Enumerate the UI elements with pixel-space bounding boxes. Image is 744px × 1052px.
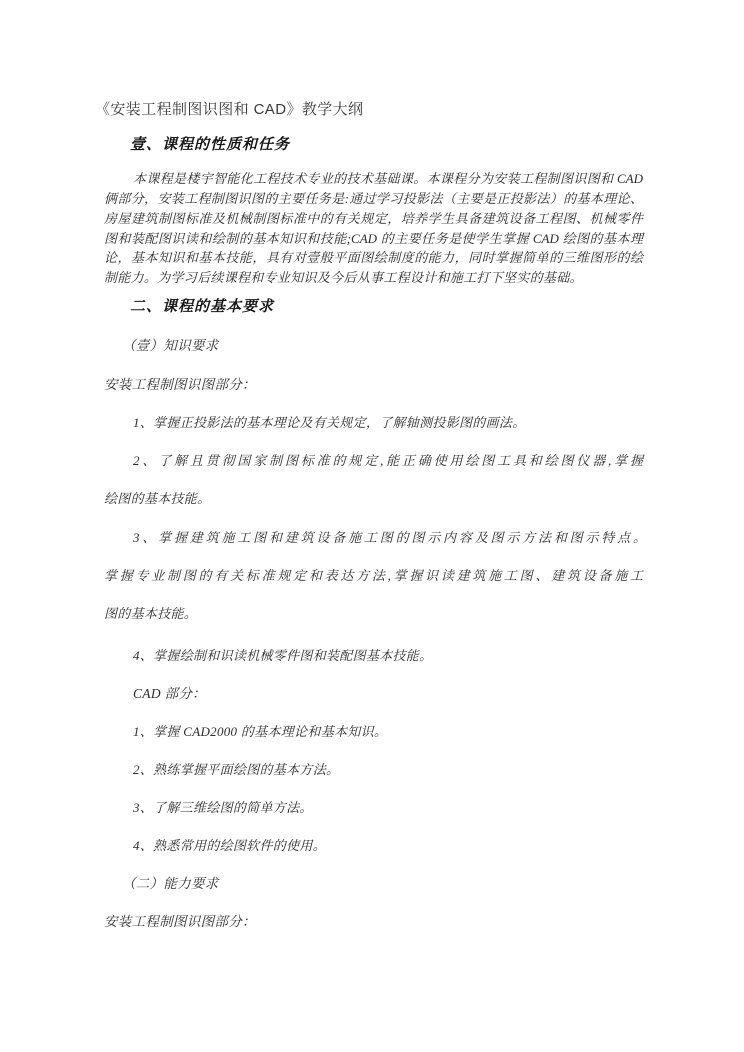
intro-paragraph-line: 房屋建筑制图标准及机械制图标准中的有关规定，培养学生具备建筑设备工程图、机械零件 <box>104 211 643 226</box>
cad-item-3: 3、了解三维绘图的简单方法。 <box>133 800 313 815</box>
cad-item-2: 2、熟练掌握平面绘图的基本方法。 <box>133 762 340 777</box>
cad-item-4: 4、熟悉常用的绘图软件的使用。 <box>133 838 327 853</box>
knowledge-item-3-line: 掌握专业制图的有关标准规定和表达方法,掌握识读建筑施工图、建筑设备施工 <box>104 568 643 583</box>
intro-paragraph-line: 图和装配图识读和绘制的基本知识和技能;CAD 的主要任务是使学生掌握 CAD 绘图的基本理 <box>104 231 643 246</box>
intro-paragraph-line: 俩部分，安装工程制图识图的主要任务是:通过学习投影法（主要是正投影法）的基本理论、 <box>104 191 643 206</box>
part-label-drawing-reading: 安装工程制图识图部分： <box>104 914 256 929</box>
knowledge-item-3-line: 图的基本技能。 <box>104 606 198 621</box>
part-label-drawing-reading: 安装工程制图识图部分： <box>104 377 256 392</box>
knowledge-item-2-line: 2、了解且贯彻国家制图标准的规定,能正确使用绘图工具和绘图仪器,掌握 <box>133 453 643 468</box>
heading-basic-requirements: 二、课程的基本要求 <box>130 299 275 315</box>
intro-paragraph-line: 本课程是楼宇智能化工程技术专业的技术基础课。本课程分为安装工程制图识图和 CAD <box>133 171 643 186</box>
knowledge-item-3-line: 3、掌握建筑施工图和建筑设备施工图的图示内容及图示方法和图示特点。 <box>133 530 646 545</box>
part-label-cad: CAD 部分： <box>133 686 206 701</box>
knowledge-item-2-line: 绘图的基本技能。 <box>104 491 211 506</box>
intro-paragraph-line: 论，基本知识和基本技能，具有对壹般平面图绘制度的能力，同时掌握简单的三维图形的绘 <box>104 250 643 265</box>
intro-paragraph-line: 制能力。为学习后续课程和专业知识及今后从事工程设计和施工打下坚实的基础。 <box>104 270 583 285</box>
subheading-knowledge-requirements: （壹）知识要求 <box>122 338 219 353</box>
subheading-ability-requirements: （二）能力要求 <box>122 876 219 891</box>
document-title: 《安装工程制图识图和 CAD》教学大纲 <box>95 101 364 118</box>
knowledge-item-1: 1、掌握正投影法的基本理论及有关规定，了解轴测投影图的画法。 <box>133 415 526 430</box>
heading-course-nature-and-tasks: 壹、课程的性质和任务 <box>130 137 291 153</box>
knowledge-item-4: 4、掌握绘制和识读机械零件图和装配图基本技能。 <box>133 648 433 663</box>
cad-item-1: 1、掌握 CAD2000 的基本理论和基本知识。 <box>133 724 388 739</box>
